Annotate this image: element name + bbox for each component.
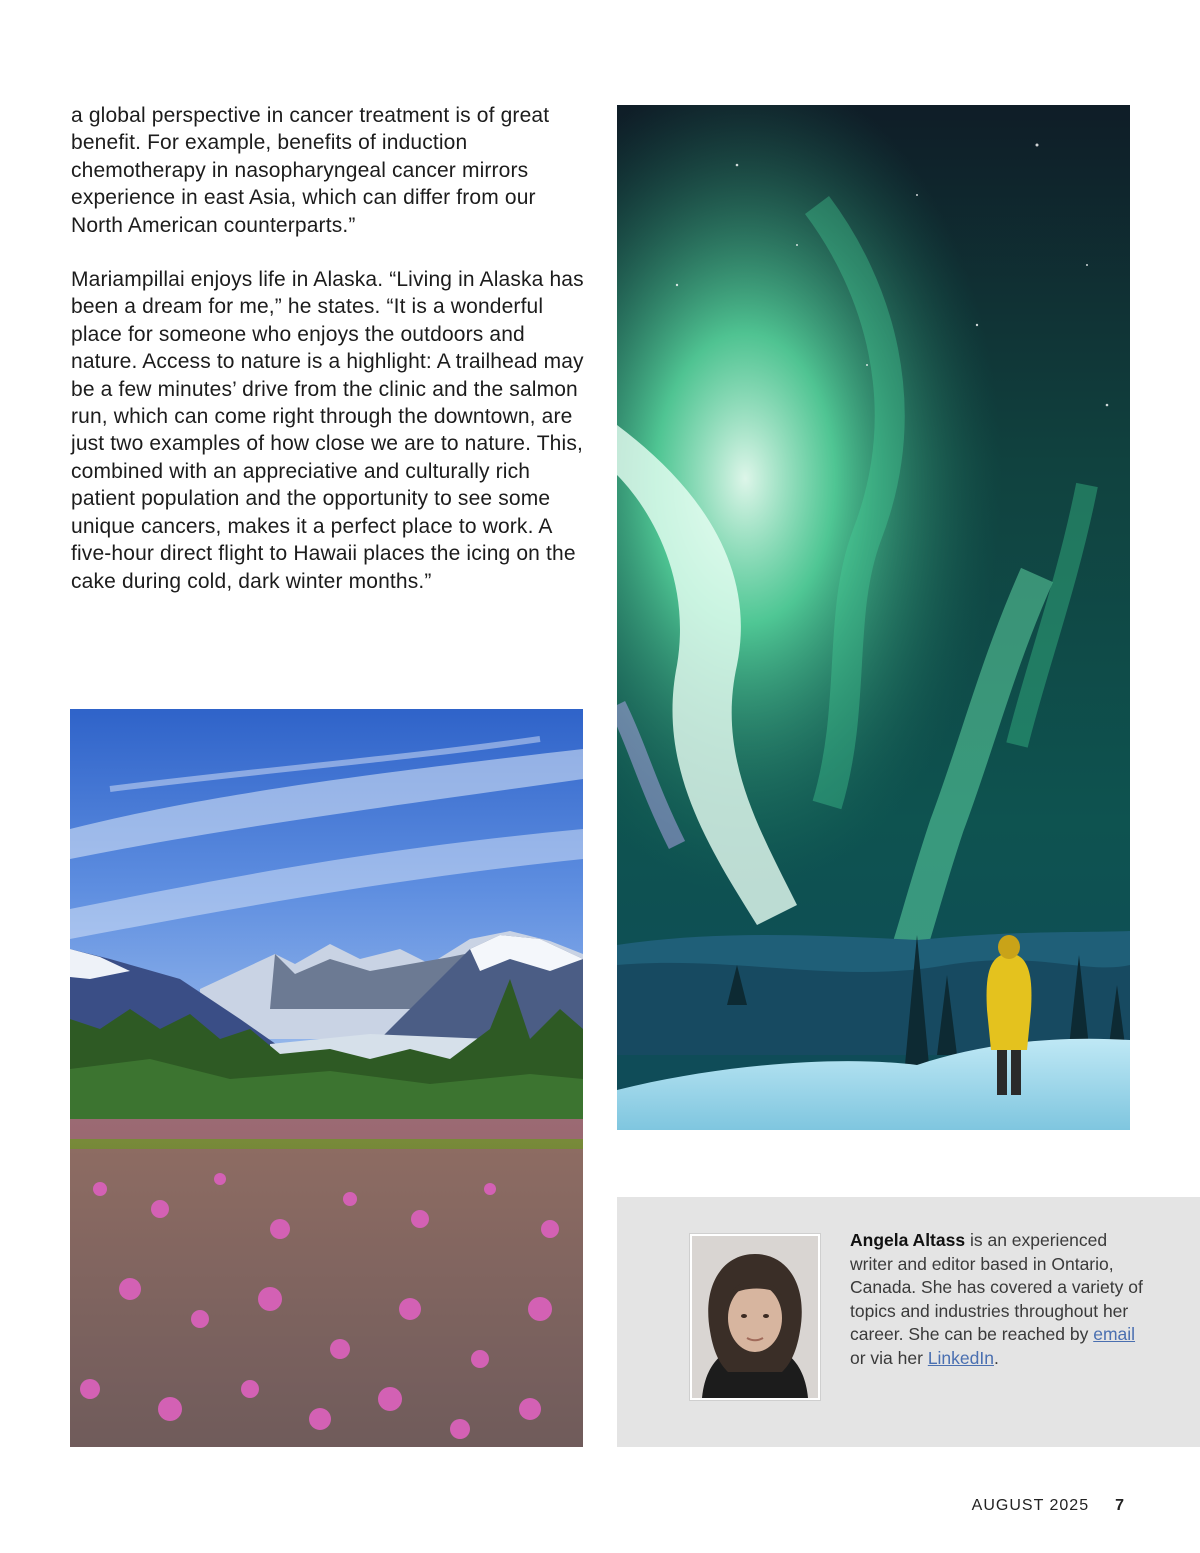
email-link[interactable]: email <box>1093 1324 1136 1345</box>
linkedin-link[interactable]: LinkedIn <box>927 1347 994 1368</box>
author-name: Angela Altass <box>850 1230 966 1250</box>
photo-mountain-meadow <box>70 709 583 1447</box>
article-paragraph-2: Mariampillai enjoys life in Alaska. “Living in Alaska has been a dream for me,” he states. “It is a wonderful place for someone who enjoys the outdoors and nature. Access to nature is a highlight: A trailhead may be a few minutes’ drive from the clinic and the salmon run, which can come right through the downtown, are just two examples of how close we are to nature. This, combined with an appreciative and culturally rich patient population and the opportunity to see some unique cancers, makes it a perfect place to work. A five-hour direct flight to Hawaii places the icing on the cake during cold, dark winter months.” <box>71 268 584 593</box>
author-photo <box>689 1233 821 1401</box>
page-footer <box>972 1497 1124 1515</box>
article-paragraph-1: a global perspective in cancer treatment is of great benefit. For example, benefits of induction chemotherapy in nasopharyngeal cancer mirrors experience in east Asia, which can differ from our North American counterparts.” <box>71 104 550 237</box>
page-number: 7 <box>1115 1497 1124 1514</box>
author-bio-text <box>850 1229 1150 1371</box>
author-bio-box <box>617 1197 1200 1447</box>
bio-text-1: is an experienced writer and editor based in Ontario, Canada. She has covered a variety of topics and industries throughout her career. She can be reached by <box>850 1230 1143 1345</box>
bio-text-3: . <box>993 1347 999 1368</box>
issue-date: AUGUST 2025 <box>971 1497 1090 1514</box>
bio-text-2: or via her <box>850 1347 928 1368</box>
photo-aurora-borealis <box>617 105 1130 1130</box>
article-column <box>71 102 586 622</box>
